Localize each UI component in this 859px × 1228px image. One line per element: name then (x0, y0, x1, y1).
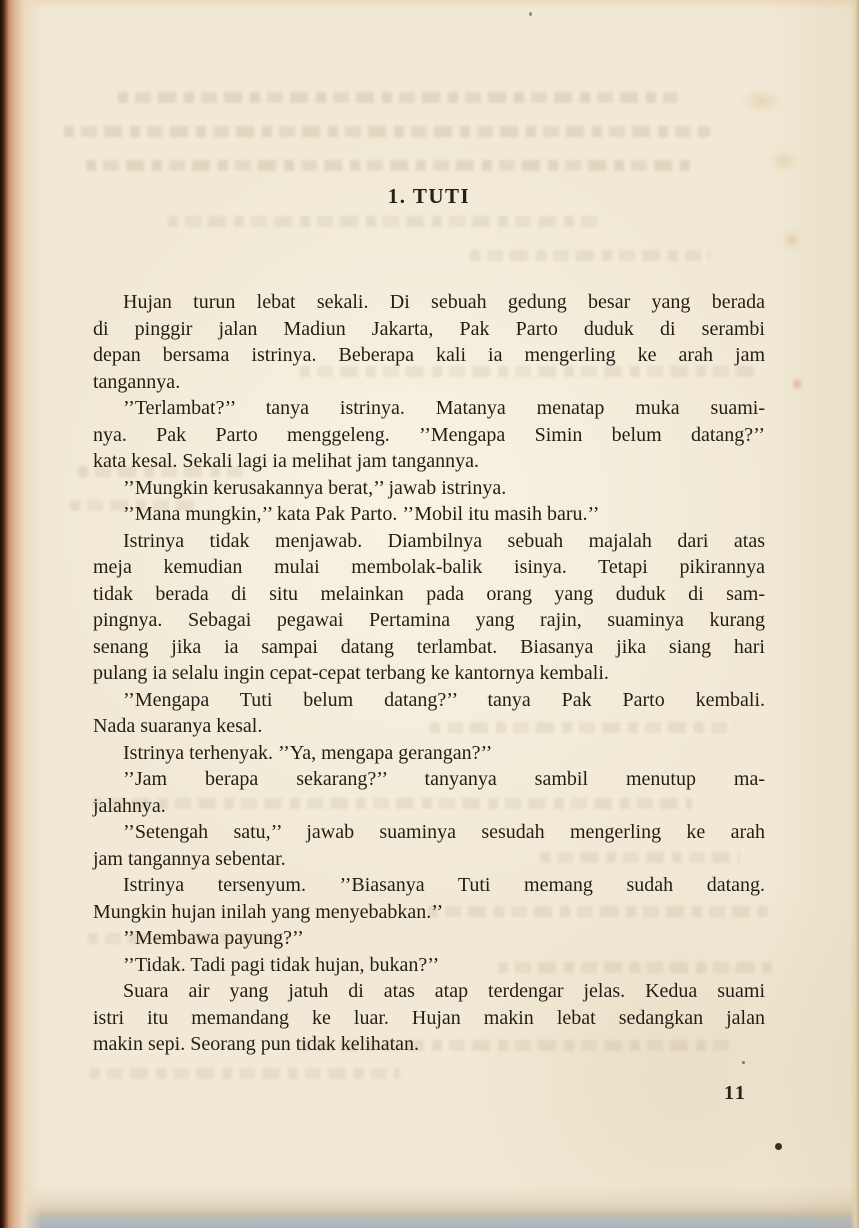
text-line: nya. Pak Parto menggeleng. ’’Mengapa Simin belum datang?’’ (93, 423, 765, 446)
ink-speck (775, 1143, 782, 1150)
chapter-title: 1. TUTI (387, 184, 471, 208)
text-line: ’’Tidak. Tadi pagi tidak hujan, bukan?’’ (123, 953, 440, 976)
bleed-through-line (86, 160, 690, 171)
text-line: senang jika ia sampai datang terlambat. Biasanya jika siang hari (93, 635, 765, 658)
paper-stain (740, 88, 782, 114)
text-line: makin sepi. Seorang pun tidak kelihatan. (93, 1033, 420, 1055)
text-line: Istrinya tersenyum. ’’Biasanya Tuti memang sudah datang. (123, 874, 765, 896)
bleed-through-line (470, 250, 710, 261)
text-line: ’’Terlambat?’’ tanya istrinya. Matanya menatap muka suami- (123, 397, 765, 419)
text-line: pingnya. Sebagai pegawai Pertamina yang rajin, suaminya kurang (93, 609, 765, 631)
bleed-through-line (168, 216, 598, 227)
text-line: jalahnya. (93, 794, 166, 817)
text-line: Istrinya tidak menjawab. Diambilnya sebuah majalah dari atas (123, 529, 765, 552)
text-line: di pinggir jalan Madiun Jakarta, Pak Parto duduk di serambi (93, 317, 765, 340)
text-line: Istrinya terhenyak. ’’Ya, mengapa gerangan?’’ (123, 741, 493, 764)
text-line: ’’Mengapa Tuti belum datang?’’ tanya Pak Parto kembali. (123, 688, 765, 711)
text-line: tangannya. (93, 370, 181, 393)
bleed-through-line (90, 1068, 400, 1079)
paper-stain (770, 150, 798, 172)
text-line: Mungkin hujan inilah yang menyebabkan.’’ (93, 900, 444, 923)
text-line: depan bersama istrinya. Beberapa kali ia mengerling ke arah jam (93, 344, 765, 366)
text-line: ’’Membawa payung?’’ (123, 927, 304, 949)
bleed-through-line (64, 126, 710, 137)
text-line: ’’Mungkin kerusakannya berat,’’ jawab istrinya. (123, 476, 507, 499)
text-line: ’’Jam berapa sekarang?’’ tanyanya sambil menutup ma- (123, 768, 765, 790)
text-line: Nada suaranya kesal. (93, 715, 263, 737)
paper-stain (790, 376, 804, 392)
text-line: tidak berada di situ melainkan pada orang yang duduk di sam- (93, 582, 765, 605)
text-line: ’’Mana mungkin,’’ kata Pak Parto. ’’Mobil itu masih baru.’’ (123, 503, 600, 525)
page-number: 11 (724, 1082, 747, 1104)
text-line: kata kesal. Sekali lagi ia melihat jam tangannya. (93, 450, 479, 472)
paper-stain (782, 228, 802, 252)
body-text (93, 289, 765, 1058)
text-line: jam tangannya sebentar. (93, 847, 286, 870)
text-line: ’’Setengah satu,’’ jawab suaminya sesudah mengerling ke arah (123, 821, 765, 843)
text-line: pulang ia selalu ingin cepat-cepat terbang ke kantornya kembali. (93, 662, 609, 684)
bleed-through-line (118, 92, 678, 103)
text-line: istri itu memandang ke luar. Hujan makin lebat sedangkan jalan (93, 1006, 765, 1029)
text-line: Hujan turun lebat sekali. Di sebuah gedung besar yang berada (123, 291, 765, 313)
text-line: Suara air yang jatuh di atas atap terdengar jelas. Kedua suami (123, 980, 765, 1002)
ink-speck (529, 12, 532, 16)
text-line: meja kemudian mulai membolak-balik isinya. Tetapi pikirannya (93, 556, 765, 578)
ink-speck (742, 1061, 745, 1064)
